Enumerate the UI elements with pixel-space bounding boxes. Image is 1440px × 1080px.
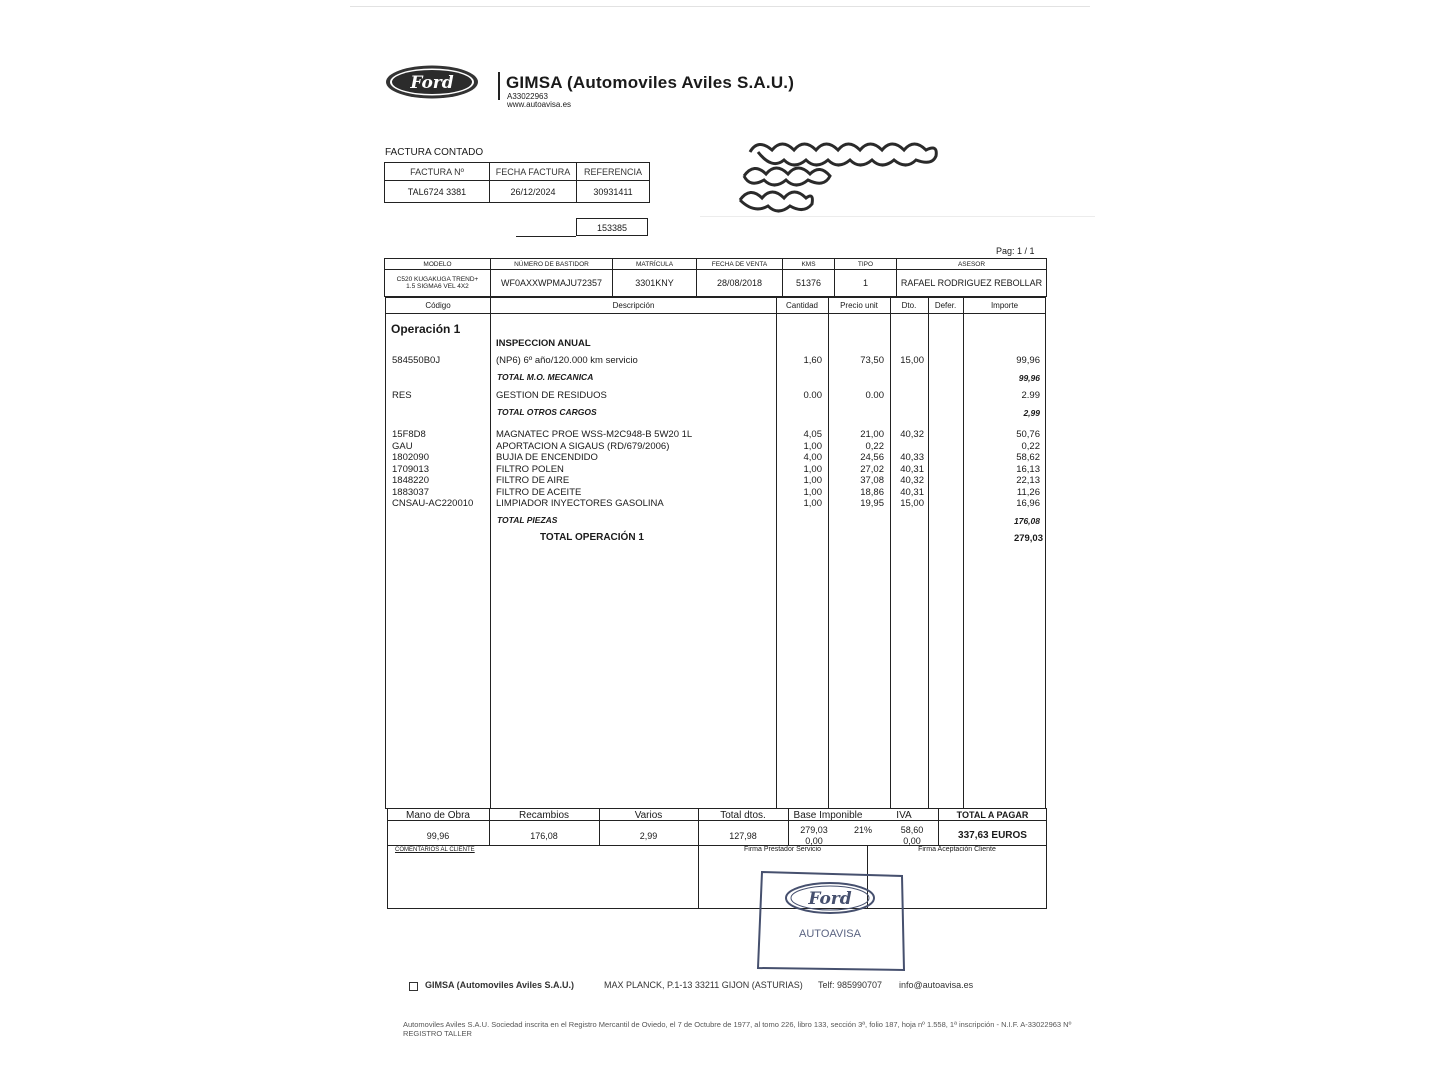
invoice-lines-box [385, 297, 1046, 809]
col-price: Precio unit [840, 301, 878, 310]
col-defer: Defer. [934, 301, 957, 310]
col-divider [776, 297, 777, 809]
part-qty: 1,00 [803, 441, 822, 452]
part-desc: MAGNATEC PROE WSS-M2C948-B 5W20 1L [496, 429, 693, 440]
vehicle-label-kms: KMS [783, 259, 835, 270]
operation-title: Operación 1 [391, 322, 461, 336]
part-price: 19,95 [860, 498, 884, 509]
footer-legal: Automoviles Aviles S.A.U. Sociedad inscrita en el Registro Mercantil de Oviedo, el 7 de Octubre de 1977, al tomo 226, libro 133, sección 3ª, folio 187, hoja nº 1.558, 1ª inscripción - N.I.F. A-33022963 Nº [403, 1020, 1072, 1029]
part-qty: 4,00 [803, 452, 822, 463]
total-labour-label: TOTAL M.O. MECANICA [497, 372, 594, 382]
sum-parts: 176,08 [530, 831, 558, 841]
part-amount: 22,13 [1016, 475, 1040, 486]
footer-company: GIMSA (Automoviles Aviles S.A.U.) [425, 980, 575, 990]
part-desc: LIMPIADOR INYECTORES GASOLINA [496, 498, 664, 509]
vehicle-model [385, 270, 491, 297]
col-amount: Importe [990, 301, 1019, 310]
col-desc: Descripción [612, 301, 655, 310]
part-price: 21,00 [860, 429, 884, 440]
column-header-row [385, 297, 1046, 314]
vehicle-label-sale-date: FECHA DE VENTA [697, 259, 783, 270]
sign-provider-label: Firma Prestador Servicio [743, 846, 822, 853]
part-qty: 1,00 [803, 464, 822, 475]
sum-label-parts: Recambios [518, 810, 570, 821]
footer-legal-registry: REGISTRO TALLER [403, 1029, 472, 1038]
vehicle-vin: WF0AXXWPMAJU72357 [491, 270, 613, 297]
sum-label-dtos: Total dtos. [720, 810, 766, 821]
sum-misc: 2,99 [639, 831, 658, 841]
sum-label-total: TOTAL A PAGAR [956, 810, 1029, 820]
part-code: 1802090 [392, 452, 429, 463]
ford-logo-text: Ford [410, 73, 454, 93]
part-code: CNSAU-AC220010 [392, 498, 474, 509]
sum-iva-2: 0,00 [903, 836, 921, 846]
col-divider [828, 297, 829, 809]
invoice-date: 26/12/2024 [490, 181, 577, 203]
line-price: 0.00 [865, 390, 884, 401]
part-amount: 11,26 [1016, 487, 1040, 498]
address-rule [700, 216, 1095, 217]
part-code: 1709013 [392, 464, 429, 475]
company-cif: A33022963 [507, 92, 548, 101]
invoice-date-label: FECHA FACTURA [490, 163, 577, 181]
invoice-code: 153385 [576, 218, 648, 236]
part-qty: 1,00 [803, 487, 822, 498]
invoice-ref-label: REFERENCIA [577, 163, 650, 181]
stamp-text: AUTOAVISA [799, 928, 861, 940]
part-desc: FILTRO DE ACEITE [496, 487, 582, 498]
vehicle-advisor: RAFAEL RODRIGUEZ REBOLLAR [897, 270, 1047, 297]
invoice-number: TAL6724 3381 [385, 181, 490, 203]
vehicle-label-vin: NÚMERO DE BASTIDOR [491, 259, 613, 270]
vehicle-table [384, 258, 1047, 297]
part-desc: FILTRO DE AIRE [496, 475, 570, 486]
sum-iva-rate: 21% [853, 825, 872, 835]
line-qty: 0.00 [803, 390, 822, 401]
invoice-ref: 30931411 [577, 181, 650, 203]
sum-base-1: 279,03 [800, 825, 828, 835]
total-labour-value: 99,96 [1018, 373, 1040, 383]
line-code: 584550B0J [392, 355, 441, 366]
part-qty: 4,05 [803, 429, 822, 440]
total-operation-label: TOTAL OPERACIÓN 1 [540, 532, 644, 543]
sum-label-misc: Varios [634, 810, 663, 821]
col-divider [890, 297, 891, 809]
footer-square-icon [409, 982, 418, 991]
line-amount: 99,96 [1016, 355, 1040, 366]
top-rule [350, 6, 1090, 7]
vehicle-label-plate: MATRÍCULA [613, 259, 697, 270]
part-dto: 40,31 [900, 487, 924, 498]
sum-iva-1: 58,60 [900, 825, 924, 835]
line-desc: (NP6) 6º año/120.000 km servicio [496, 355, 638, 366]
part-price: 37,08 [860, 475, 884, 486]
part-qty: 1,00 [803, 498, 822, 509]
part-code: 15F8D8 [392, 429, 426, 440]
page-number: Pag: 1 / 1 [996, 246, 1035, 256]
total-parts-label: TOTAL PIEZAS [497, 515, 558, 525]
vehicle-kms: 51376 [783, 270, 835, 297]
footer-email[interactable]: info@autoavisa.es [899, 980, 974, 990]
vehicle-type: 1 [835, 270, 897, 297]
sum-base-2: 0,00 [805, 836, 823, 846]
part-dto: 40,31 [900, 464, 924, 475]
summary-divider [698, 808, 699, 909]
line-dto: 15,00 [900, 355, 924, 366]
part-price: 24,56 [860, 452, 884, 463]
sum-label-labour: Mano de Obra [406, 810, 470, 821]
line-desc: GESTION DE RESIDUOS [496, 390, 607, 401]
part-qty: 1,00 [803, 475, 822, 486]
part-amount: 16,13 [1016, 464, 1040, 475]
invoice-title: FACTURA CONTADO [385, 147, 484, 158]
sum-labour: 99,96 [426, 831, 450, 841]
part-desc: APORTACION A SIGAUS (RD/679/2006) [496, 441, 670, 452]
invoice-header-table [384, 162, 650, 203]
sum-label-base: Base Imponible [793, 810, 863, 821]
summary-box [387, 808, 1047, 909]
vehicle-label-type: TIPO [835, 259, 897, 270]
vehicle-model-line1: C520 KUGAKUGA TREND+ [396, 276, 479, 283]
ford-logo [384, 64, 480, 100]
part-price: 0,22 [865, 441, 884, 452]
col-divider [963, 297, 964, 809]
col-code: Código [425, 301, 451, 310]
code-rule [516, 236, 576, 237]
col-divider [490, 297, 491, 809]
col-dto: Dto. [901, 301, 917, 310]
operation-section: INSPECCION ANUAL [496, 338, 591, 349]
sum-dtos: 127,98 [729, 831, 757, 841]
sign-client-label: Firma Aceptación Cliente [918, 846, 996, 853]
company-web[interactable]: www.autoavisa.es [507, 100, 572, 109]
part-dto: 40,33 [900, 452, 924, 463]
part-desc: FILTRO POLEN [496, 464, 564, 475]
line-amount: 2.99 [1021, 390, 1040, 401]
part-amount: 16,96 [1016, 498, 1040, 509]
stamp-brand: Ford [808, 889, 852, 909]
line-code: RES [392, 390, 412, 401]
part-price: 18,86 [860, 487, 884, 498]
total-other-value: 2,99 [1023, 408, 1040, 418]
part-amount: 0,22 [1021, 441, 1040, 452]
header-divider [498, 72, 500, 100]
part-code: GAU [392, 441, 413, 452]
col-divider [928, 297, 929, 809]
total-other-label: TOTAL OTROS CARGOS [497, 407, 597, 417]
redaction-scribble [732, 134, 952, 216]
vehicle-sale-date: 28/08/2018 [697, 270, 783, 297]
vehicle-model-line2: 1.5 SIGMA6 VEL 4X2 [406, 283, 469, 290]
footer-phone: Telf: 985990707 [818, 980, 883, 990]
total-operation-value: 279,03 [1013, 533, 1043, 544]
col-qty: Cantidad [785, 301, 819, 310]
total-parts-value: 176,08 [1014, 516, 1040, 526]
footer-address: MAX PLANCK, P.1-13 33211 GIJON (ASTURIAS) [604, 980, 803, 990]
part-code: 1848220 [392, 475, 429, 486]
line-price: 73,50 [860, 355, 884, 366]
part-desc: BUJIA DE ENCENDIDO [496, 452, 598, 463]
invoice-number-label: FACTURA Nº [385, 163, 490, 181]
vehicle-plate: 3301KNY [613, 270, 697, 297]
vehicle-label-advisor: ASESOR [897, 259, 1047, 270]
comments-label: COMENTARIOS AL CLIENTE [395, 847, 475, 853]
part-amount: 50,76 [1016, 429, 1040, 440]
sum-label-iva: IVA [896, 810, 912, 821]
part-dto: 40,32 [900, 429, 924, 440]
sum-total: 337,63 EUROS [958, 830, 1027, 841]
part-code: 1883037 [392, 487, 429, 498]
part-price: 27,02 [860, 464, 884, 475]
autoavisa-stamp [752, 866, 908, 974]
part-dto: 15,00 [900, 498, 924, 509]
vehicle-label-model: MODELO [385, 259, 491, 270]
company-name: GIMSA (Automoviles Aviles S.A.U.) [506, 73, 795, 92]
part-dto: 40,32 [900, 475, 924, 486]
line-qty: 1,60 [803, 355, 822, 366]
part-amount: 58,62 [1016, 452, 1040, 463]
